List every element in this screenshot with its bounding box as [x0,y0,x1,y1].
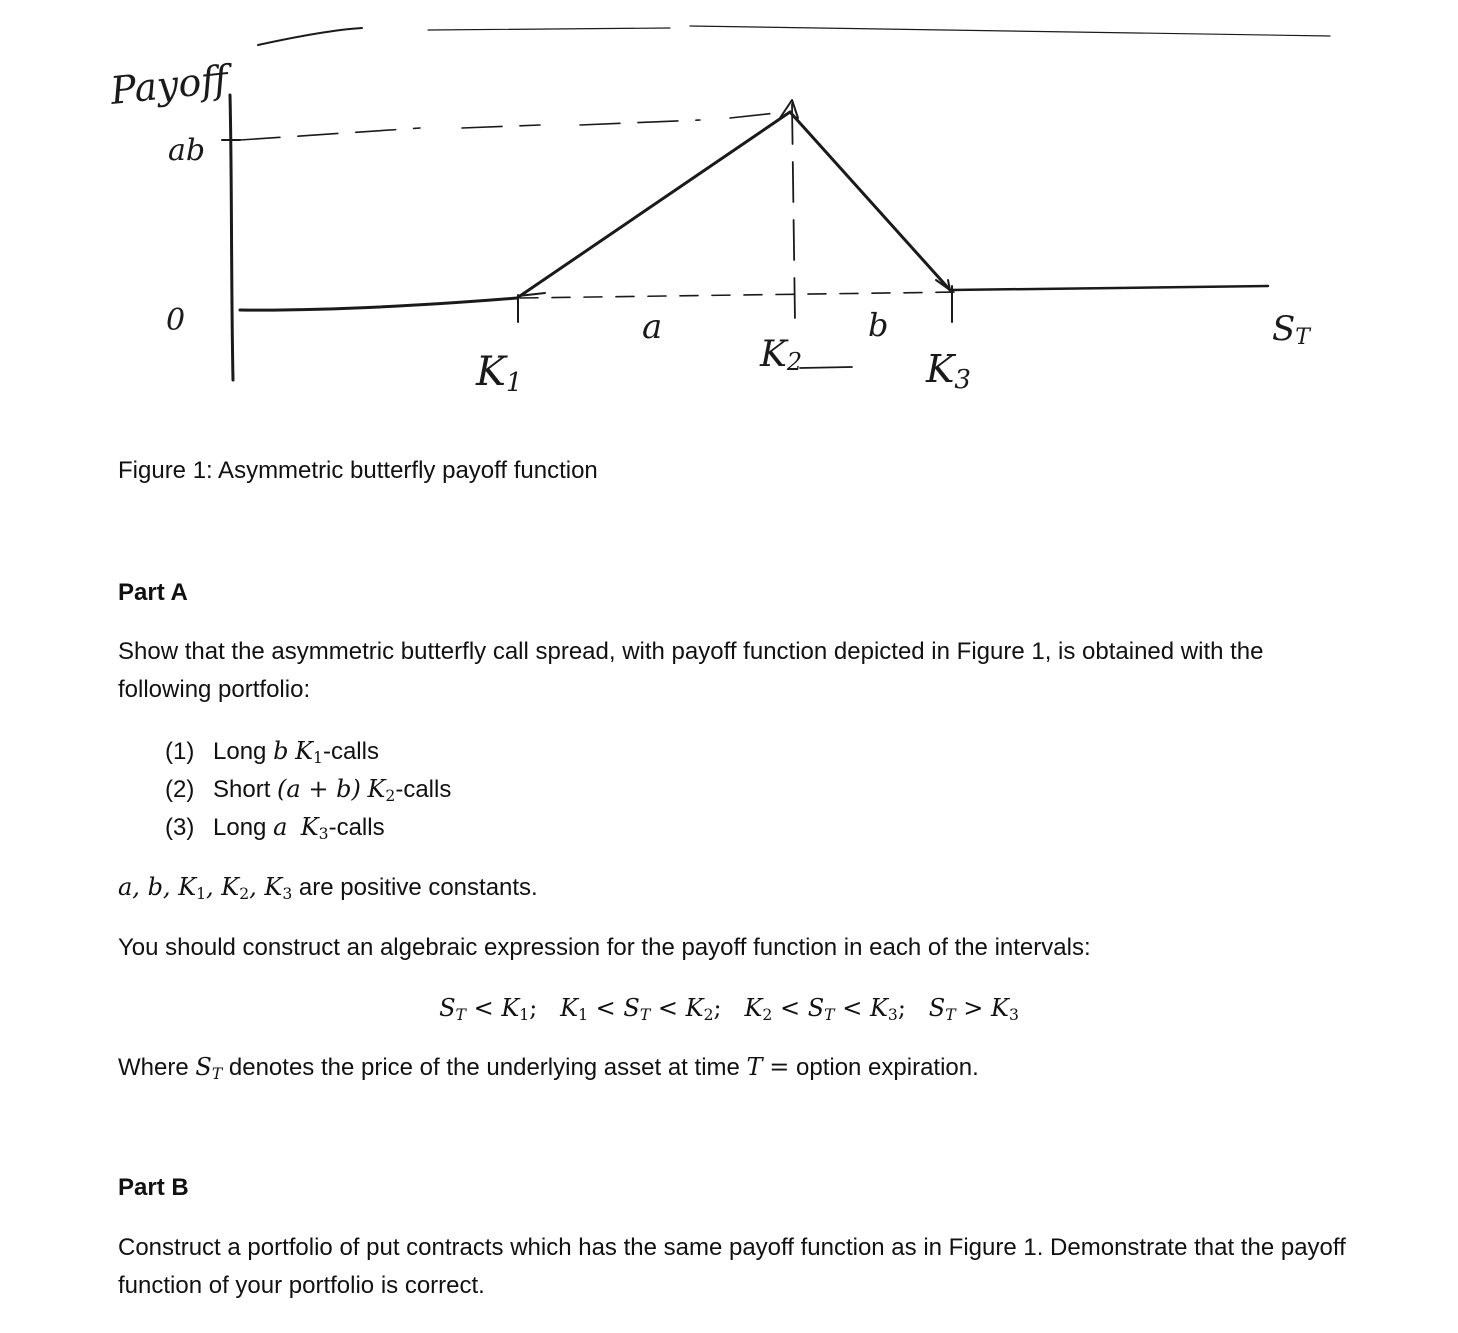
payoff-falling-segment [790,112,950,290]
scan-line-top [258,28,362,45]
k2-peak-mark [780,100,798,118]
where-prefix: Where [118,1054,196,1081]
item-number: (1) [165,738,195,765]
zero-dashed-baseline [520,292,960,298]
payoff-rising-segment [517,112,790,298]
item-qty: a [273,813,288,841]
portfolio-item [165,734,379,769]
portfolio-item [165,772,451,807]
constants-text: are positive constants. [292,874,538,901]
payoff-flat-right [950,286,1268,290]
scan-line-top [428,28,670,30]
item-number: (3) [165,814,195,841]
where-suffix: option expiration. [789,1054,979,1081]
k2-underline [800,367,852,368]
item-strike-sub: 1 [313,749,323,767]
intervals-equation: $S_T < K_1$; $K_1 < S_T < K_2$; $K_2 < S_T < K_3$; $S_T > K_3$ [439,994,1019,1024]
part-b-heading: Part B [118,1174,189,1201]
payoff-axis-label: Payoff [108,56,231,113]
part-a-heading: Part A [118,579,188,606]
item-number: (2) [165,776,195,803]
a-label: a [642,307,663,347]
constants-math: a, b, K [118,873,197,901]
item-suffix: -calls [322,738,379,765]
ab-label: ab [168,133,206,168]
item-word: Short [213,776,271,803]
item-qty: b [273,737,289,765]
constants-statement: a, b, $K_1$, $K_2$, $K_3$ are positive constants. [118,873,538,903]
st-axis-label: ST [1272,309,1310,350]
part-a-intro: Show that the asymmetric butterfly call spread, with payoff function depicted in Figure 1, is obtained with the following portfolio: [118,638,1264,703]
y-axis [230,95,233,380]
where-mid: denotes the price of the underlying asset at time [222,1054,747,1081]
figure-caption: Figure 1: Asymmetric butterfly payoff function [118,457,598,484]
k3-label: K3 [926,347,971,395]
item-strike-sub: 2 [385,787,396,805]
item-strike: K [367,775,386,803]
k2-dashed-vertical [792,104,795,322]
item-suffix: -calls [395,776,452,803]
item-strike: K [300,813,319,841]
item-strike-sub: 3 [318,825,329,843]
payoff-flat-left [240,298,517,310]
item-qty: (a + b) [277,775,361,803]
ab-level-dashed-line [240,112,785,140]
item-word: Long [213,738,267,765]
b-label: b [868,306,889,344]
part-b-text: Construct a portfolio of put contracts which has the same payoff function as in Figure 1. Demonstrate that the payoff function of your portfolio is correct. [118,1234,1346,1299]
where-statement: Where $S_T$ denotes the price of the underlying asset at time T = option expiration. [118,1053,979,1083]
portfolio-item [165,810,385,845]
item-word: Long [213,814,267,841]
item-suffix: -calls [328,814,385,841]
scan-line-top [690,26,1330,36]
payoff-sketch [0,0,1458,420]
k1-label: K1 [476,349,523,398]
k2-label: K2 [760,334,803,376]
zero-label: 0 [166,303,186,338]
item-strike: K [295,737,314,765]
intervals-instruction: You should construct an algebraic expression for the payoff function in each of the intervals: [118,934,1091,961]
